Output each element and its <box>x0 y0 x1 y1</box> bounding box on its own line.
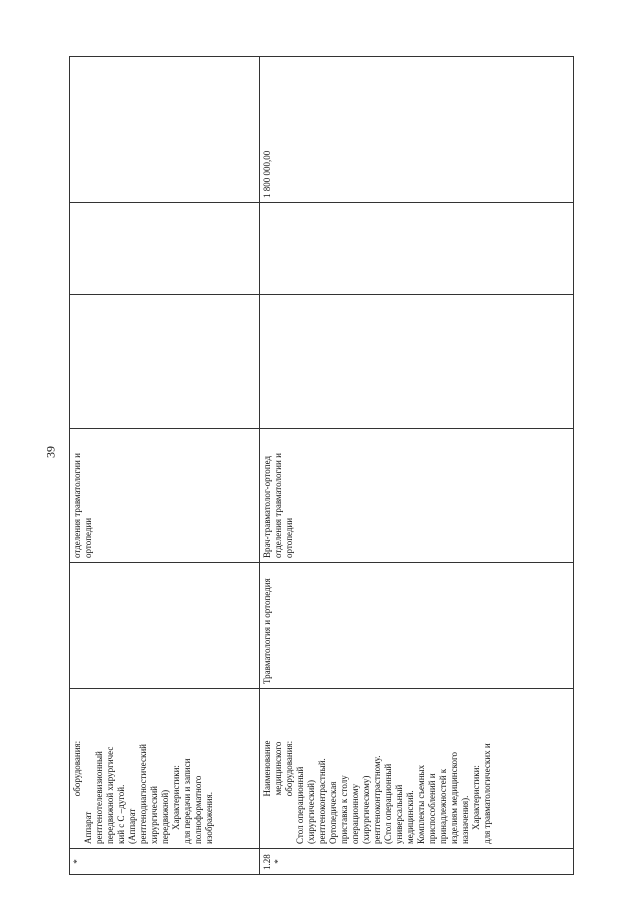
equipment-name-cell: оборудования: Аппарат рентгенотелевизионный передвижной хирургичес кий с С –дугой. (Аппарат рентгенодиагностический хирургический передвижной) Характеристики: для передачи и записи полноформатного изображения. <box>70 689 260 849</box>
row-number-cell: * <box>70 849 260 875</box>
equipment-name-cell: Наименование медицинского оборудования: Стол операционный (хирургический) рентгеноконтрастный. Ортопедическая приставка к столу операционному (хирургическому) рентгеноконтрастному. (Стол операционный универсальный медицинский. Комплекты съемных приспособлений и принадлежностей к изделиям медицинского назначения). Характеристики: для травматологических и <box>260 689 574 849</box>
specialist-cell: отделения травматологии и ортопедии <box>70 429 260 563</box>
price-cell <box>70 57 260 203</box>
profile-cell <box>70 563 260 689</box>
column-6-cell <box>260 203 574 295</box>
equipment-table <box>69 56 574 875</box>
specialist-cell: Врач-травматолог-ортопед отделения травматологии и ортопедии <box>260 429 574 563</box>
price-cell: 1 800 000,00 <box>260 57 574 203</box>
column-5-cell <box>260 295 574 429</box>
column-5-cell <box>70 295 260 429</box>
rotated-table-container <box>69 57 574 875</box>
profile-cell: Травматология и ортопедия <box>260 563 574 689</box>
table-row <box>70 57 260 875</box>
column-6-cell <box>70 203 260 295</box>
table-row <box>260 57 574 875</box>
row-number-cell: 1.28 * <box>260 849 574 875</box>
page-number: 39 <box>43 446 58 458</box>
